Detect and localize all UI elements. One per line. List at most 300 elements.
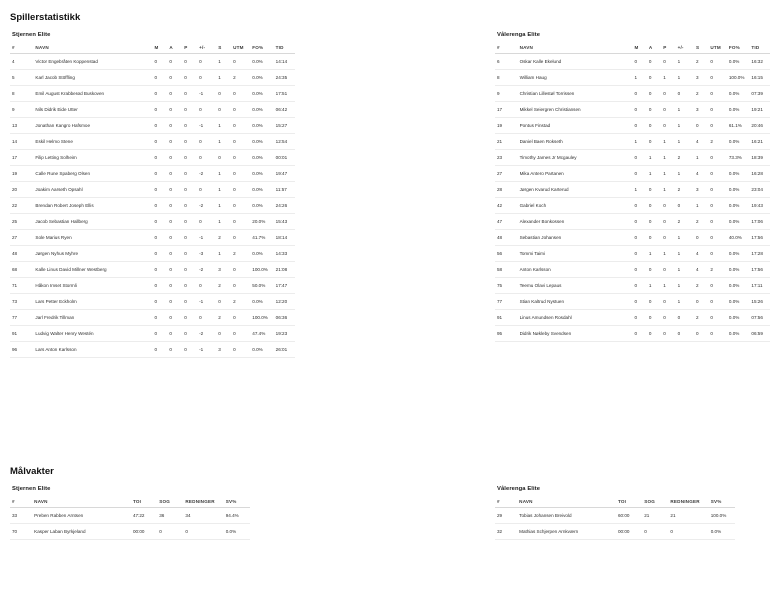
cell-a: 0 xyxy=(647,326,661,342)
cell-fo: 0.0% xyxy=(727,86,750,102)
cell-plusminus: 0 xyxy=(676,326,694,342)
cell-num: 19 xyxy=(10,166,33,182)
table-header-row xyxy=(10,496,250,508)
table-row xyxy=(10,262,295,278)
col-num: # xyxy=(10,42,33,54)
cell-name: Oskar Kalle Ekelund xyxy=(518,54,633,70)
cell-s: 1 xyxy=(216,214,231,230)
cell-utm: 0 xyxy=(231,102,250,118)
cell-fo: 0.0% xyxy=(250,134,273,150)
cell-fo: 0.0% xyxy=(250,102,273,118)
col-redninger: REDNINGER xyxy=(668,496,708,508)
col-sog: SOG xyxy=(157,496,183,508)
cell-fo: 0.0% xyxy=(727,278,750,294)
col-fo: FO% xyxy=(727,42,750,54)
cell-p: 0 xyxy=(661,198,675,214)
cell-name: Gabriel Koch xyxy=(518,198,633,214)
cell-utm: 0 xyxy=(708,310,726,326)
cell-p: 0 xyxy=(182,326,197,342)
cell-m: 0 xyxy=(152,294,167,310)
cell-m: 0 xyxy=(632,230,646,246)
col-s: S xyxy=(694,42,708,54)
cell-a: 0 xyxy=(167,198,182,214)
cell-num: 4 xyxy=(10,54,33,70)
cell-s: 2 xyxy=(694,86,708,102)
cell-utm: 0 xyxy=(708,150,726,166)
cell-tid: 15:26 xyxy=(749,294,770,310)
cell-plusminus: 1 xyxy=(676,134,694,150)
cell-m: 0 xyxy=(152,214,167,230)
cell-fo: 0.0% xyxy=(250,118,273,134)
cell-tid: 15:43 xyxy=(274,214,295,230)
cell-utm: 0 xyxy=(231,214,250,230)
cell-utm: 2 xyxy=(708,134,726,150)
cell-a: 0 xyxy=(167,182,182,198)
table-row xyxy=(10,150,295,166)
cell-tid: 17:11 xyxy=(749,278,770,294)
cell-svpct: 0.0% xyxy=(709,524,735,540)
cell-num: 8 xyxy=(495,70,518,86)
cell-m: 0 xyxy=(632,198,646,214)
cell-fo: 0.0% xyxy=(250,70,273,86)
cell-plusminus: -2 xyxy=(197,326,216,342)
home-team-name: Stjernen Elite xyxy=(12,32,51,38)
cell-plusminus: -2 xyxy=(197,198,216,214)
cell-m: 0 xyxy=(152,326,167,342)
cell-plusminus: 1 xyxy=(676,262,694,278)
table-row xyxy=(10,294,295,310)
cell-p: 0 xyxy=(182,310,197,326)
cell-a: 0 xyxy=(167,118,182,134)
cell-num: 96 xyxy=(10,342,33,358)
cell-p: 0 xyxy=(182,246,197,262)
table-row xyxy=(495,524,735,540)
cell-p: 0 xyxy=(661,54,675,70)
cell-num: 77 xyxy=(495,294,518,310)
cell-a: 0 xyxy=(647,86,661,102)
cell-toi: 60:00 xyxy=(616,508,642,524)
table-row xyxy=(495,198,770,214)
cell-fo: 0.0% xyxy=(727,310,750,326)
cell-m: 1 xyxy=(632,134,646,150)
away-goalie-rows xyxy=(495,508,735,540)
cell-fo: 0.0% xyxy=(250,54,273,70)
cell-toi: 47:22 xyxy=(131,508,157,524)
cell-s: 3 xyxy=(216,262,231,278)
cell-tid: 06:42 xyxy=(274,102,295,118)
cell-name: Mathias Schjerpen Arnkværn xyxy=(517,524,616,540)
cell-tid: 14:14 xyxy=(274,54,295,70)
cell-p: 0 xyxy=(182,230,197,246)
cell-p: 0 xyxy=(182,134,197,150)
cell-tid: 19:47 xyxy=(274,166,295,182)
col-utm: UTM xyxy=(708,42,726,54)
cell-fo: 0.0% xyxy=(727,198,750,214)
cell-s: 2 xyxy=(694,310,708,326)
cell-fo: 0.0% xyxy=(727,134,750,150)
cell-p: 0 xyxy=(182,70,197,86)
cell-s: 2 xyxy=(694,54,708,70)
cell-fo: 61.1% xyxy=(727,118,750,134)
table-row xyxy=(10,246,295,262)
col-svpct: SV% xyxy=(709,496,735,508)
cell-p: 1 xyxy=(661,150,675,166)
col-name: NAVN xyxy=(518,42,633,54)
away-team-goalie-table-block xyxy=(495,486,735,540)
cell-tid: 17:06 xyxy=(749,214,770,230)
cell-s: 1 xyxy=(216,198,231,214)
cell-redninger: 21 xyxy=(668,508,708,524)
cell-a: 0 xyxy=(167,54,182,70)
cell-p: 0 xyxy=(182,102,197,118)
cell-p: 0 xyxy=(661,214,675,230)
cell-redninger: 0 xyxy=(668,524,708,540)
col-p: P xyxy=(661,42,675,54)
cell-utm: 0 xyxy=(708,246,726,262)
cell-utm: 0 xyxy=(708,166,726,182)
table-row xyxy=(10,214,295,230)
cell-p: 0 xyxy=(182,214,197,230)
cell-a: 0 xyxy=(647,262,661,278)
cell-num: 71 xyxy=(10,278,33,294)
cell-name: Joakim Aarseth Opsahl xyxy=(33,182,152,198)
table-row xyxy=(10,198,295,214)
cell-tid: 15:27 xyxy=(274,118,295,134)
cell-name: Eskil Helmo Stene xyxy=(33,134,152,150)
cell-a: 0 xyxy=(647,310,661,326)
cell-utm: 2 xyxy=(231,70,250,86)
table-row xyxy=(10,230,295,246)
cell-num: 13 xyxy=(10,118,33,134)
cell-sog: 0 xyxy=(157,524,183,540)
cell-a: 0 xyxy=(167,166,182,182)
cell-p: 1 xyxy=(661,246,675,262)
cell-p: 0 xyxy=(661,86,675,102)
cell-s: 0 xyxy=(694,294,708,310)
cell-s: 0 xyxy=(216,102,231,118)
cell-s: 1 xyxy=(216,166,231,182)
cell-plusminus: 2 xyxy=(676,182,694,198)
cell-a: 0 xyxy=(647,134,661,150)
cell-fo: 0.0% xyxy=(727,294,750,310)
cell-plusminus: 1 xyxy=(676,278,694,294)
cell-plusminus: -1 xyxy=(197,294,216,310)
cell-tid: 16:32 xyxy=(749,54,770,70)
cell-plusminus: 1 xyxy=(676,102,694,118)
col-sog: SOG xyxy=(642,496,668,508)
cell-fo: 0.0% xyxy=(727,326,750,342)
home-team-player-table-block xyxy=(10,32,295,358)
cell-p: 0 xyxy=(661,326,675,342)
cell-s: 2 xyxy=(694,214,708,230)
table-row xyxy=(495,278,770,294)
cell-name: Sebastian Johansen xyxy=(518,230,633,246)
cell-tid: 17:56 xyxy=(749,262,770,278)
cell-plusminus: 1 xyxy=(676,70,694,86)
cell-plusminus: -1 xyxy=(197,118,216,134)
cell-tid: 18:14 xyxy=(274,230,295,246)
cell-plusminus: -3 xyxy=(197,246,216,262)
cell-utm: 0 xyxy=(231,134,250,150)
cell-num: 42 xyxy=(495,198,518,214)
cell-tid: 17:47 xyxy=(274,278,295,294)
cell-fo: 47.4% xyxy=(250,326,273,342)
cell-p: 1 xyxy=(661,70,675,86)
cell-name: Mika Antero Partanen xyxy=(518,166,633,182)
cell-num: 9 xyxy=(10,102,33,118)
cell-m: 0 xyxy=(152,166,167,182)
cell-p: 1 xyxy=(661,278,675,294)
cell-m: 0 xyxy=(632,262,646,278)
cell-a: 0 xyxy=(167,134,182,150)
table-row xyxy=(10,54,295,70)
cell-utm: 0 xyxy=(231,262,250,278)
cell-num: 33 xyxy=(10,508,32,524)
cell-num: 5 xyxy=(10,70,33,86)
home-goalie-table xyxy=(10,496,250,540)
cell-utm: 0 xyxy=(231,86,250,102)
cell-name: Lars Petter Eckholm xyxy=(33,294,152,310)
cell-p: 1 xyxy=(661,166,675,182)
col-redninger: REDNINGER xyxy=(183,496,223,508)
cell-plusminus: -1 xyxy=(197,342,216,358)
cell-s: 0 xyxy=(694,118,708,134)
col-p: P xyxy=(182,42,197,54)
cell-utm: 0 xyxy=(708,118,726,134)
cell-s: 3 xyxy=(694,70,708,86)
home-team-goalie-table-block xyxy=(10,486,250,540)
table-row xyxy=(495,86,770,102)
cell-fo: 0.0% xyxy=(727,54,750,70)
cell-m: 0 xyxy=(152,54,167,70)
cell-name: Preben Rabben Arntsen xyxy=(32,508,131,524)
cell-tid: 21:08 xyxy=(274,262,295,278)
cell-s: 3 xyxy=(216,342,231,358)
cell-tid: 11:57 xyxy=(274,182,295,198)
cell-s: 2 xyxy=(216,278,231,294)
cell-num: 48 xyxy=(10,246,33,262)
cell-num: 58 xyxy=(495,262,518,278)
cell-name: Kasper Laban Byrkjeland xyxy=(32,524,131,540)
cell-plusminus: 0 xyxy=(197,310,216,326)
cell-name: Tommi Taimi xyxy=(518,246,633,262)
cell-name: Anton Karlsson xyxy=(518,262,633,278)
cell-svpct: 100.0% xyxy=(709,508,735,524)
col-plusminus: +/- xyxy=(197,42,216,54)
cell-a: 1 xyxy=(647,150,661,166)
cell-toi: 00:00 xyxy=(616,524,642,540)
table-row xyxy=(495,294,770,310)
cell-tid: 20:46 xyxy=(749,118,770,134)
cell-m: 0 xyxy=(632,102,646,118)
cell-redninger: 34 xyxy=(183,508,223,524)
cell-name: Jonathan Kangro Hafsmoe xyxy=(33,118,152,134)
cell-m: 0 xyxy=(152,70,167,86)
cell-p: 0 xyxy=(182,182,197,198)
cell-plusminus: 0 xyxy=(197,54,216,70)
cell-p: 0 xyxy=(182,54,197,70)
cell-s: 4 xyxy=(694,166,708,182)
cell-p: 0 xyxy=(182,278,197,294)
cell-utm: 0 xyxy=(708,198,726,214)
away-goalie-table xyxy=(495,496,735,540)
cell-tid: 00:01 xyxy=(274,150,295,166)
cell-a: 0 xyxy=(647,230,661,246)
cell-plusminus: -1 xyxy=(197,230,216,246)
cell-num: 75 xyxy=(495,278,518,294)
table-row xyxy=(495,118,770,134)
cell-p: 0 xyxy=(661,262,675,278)
cell-sog: 36 xyxy=(157,508,183,524)
cell-name: Alexander Bonkossen xyxy=(518,214,633,230)
cell-num: 95 xyxy=(495,326,518,342)
cell-s: 1 xyxy=(694,198,708,214)
table-row xyxy=(495,54,770,70)
cell-m: 0 xyxy=(632,278,646,294)
table-row xyxy=(10,70,295,86)
cell-s: 4 xyxy=(694,246,708,262)
cell-plusminus: 0 xyxy=(676,86,694,102)
cell-p: 1 xyxy=(661,134,675,150)
cell-a: 0 xyxy=(647,214,661,230)
cell-name: Brendan Robert Joseph Ellis xyxy=(33,198,152,214)
cell-plusminus: -2 xyxy=(197,262,216,278)
table-row xyxy=(495,102,770,118)
cell-m: 0 xyxy=(632,86,646,102)
cell-num: 91 xyxy=(10,326,33,342)
cell-m: 0 xyxy=(632,150,646,166)
col-tid: TID xyxy=(749,42,770,54)
cell-m: 0 xyxy=(632,246,646,262)
goalie-stats-title: Målvakter xyxy=(10,466,54,477)
table-row xyxy=(10,524,250,540)
cell-utm: 0 xyxy=(708,278,726,294)
cell-tid: 16:15 xyxy=(749,70,770,86)
cell-num: 8 xyxy=(10,86,33,102)
cell-s: 0 xyxy=(216,326,231,342)
cell-m: 0 xyxy=(152,230,167,246)
cell-m: 0 xyxy=(152,262,167,278)
cell-a: 0 xyxy=(647,294,661,310)
cell-fo: 73.3% xyxy=(727,150,750,166)
cell-fo: 0.0% xyxy=(250,86,273,102)
cell-m: 0 xyxy=(152,198,167,214)
cell-plusminus: -1 xyxy=(197,86,216,102)
cell-name: Calle Rune Spaberg Olsen xyxy=(33,166,152,182)
cell-a: 0 xyxy=(167,278,182,294)
cell-p: 0 xyxy=(661,230,675,246)
cell-sog: 21 xyxy=(642,508,668,524)
away-team-name: Vålerenga Elite xyxy=(497,32,541,38)
cell-fo: 41.7% xyxy=(250,230,273,246)
col-a: A xyxy=(647,42,661,54)
cell-s: 2 xyxy=(216,230,231,246)
cell-a: 0 xyxy=(167,246,182,262)
cell-s: 1 xyxy=(216,118,231,134)
cell-m: 0 xyxy=(632,118,646,134)
cell-num: 56 xyxy=(495,246,518,262)
cell-plusminus: -2 xyxy=(197,166,216,182)
cell-name: Stian Kaltrud Nystuen xyxy=(518,294,633,310)
cell-plusminus: 1 xyxy=(676,294,694,310)
cell-utm: 2 xyxy=(708,262,726,278)
cell-utm: 0 xyxy=(231,150,250,166)
cell-plusminus: 0 xyxy=(197,150,216,166)
cell-num: 27 xyxy=(495,166,518,182)
cell-utm: 0 xyxy=(231,342,250,358)
col-tid: TID xyxy=(274,42,295,54)
cell-s: 1 xyxy=(694,150,708,166)
cell-p: 0 xyxy=(661,294,675,310)
cell-name: Emil August Krabberød Buskoven xyxy=(33,86,152,102)
cell-name: Nils Didrik Eide Utter xyxy=(33,102,152,118)
cell-plusminus: 0 xyxy=(197,182,216,198)
cell-num: 6 xyxy=(495,54,518,70)
col-svpct: SV% xyxy=(224,496,250,508)
col-name: NAVN xyxy=(32,496,131,508)
cell-a: 0 xyxy=(167,70,182,86)
table-row xyxy=(10,102,295,118)
cell-fo: 0.0% xyxy=(250,150,273,166)
cell-num: 73 xyxy=(10,294,33,310)
cell-s: 1 xyxy=(216,70,231,86)
cell-utm: 0 xyxy=(231,118,250,134)
table-row xyxy=(10,86,295,102)
cell-svpct: 94.4% xyxy=(224,508,250,524)
col-plusminus: +/- xyxy=(676,42,694,54)
table-row xyxy=(495,166,770,182)
cell-utm: 0 xyxy=(231,326,250,342)
cell-num: 47 xyxy=(495,214,518,230)
cell-num: 70 xyxy=(10,524,32,540)
cell-tid: 18:39 xyxy=(749,150,770,166)
cell-num: 77 xyxy=(10,310,33,326)
cell-m: 0 xyxy=(152,342,167,358)
cell-utm: 0 xyxy=(231,54,250,70)
cell-a: 0 xyxy=(167,150,182,166)
cell-num: 48 xyxy=(495,230,518,246)
cell-num: 27 xyxy=(10,230,33,246)
cell-s: 0 xyxy=(694,230,708,246)
table-row xyxy=(495,214,770,230)
cell-utm: 2 xyxy=(231,246,250,262)
cell-utm: 0 xyxy=(708,294,726,310)
cell-a: 0 xyxy=(647,102,661,118)
cell-utm: 0 xyxy=(231,278,250,294)
table-row xyxy=(10,278,295,294)
cell-utm: 0 xyxy=(231,198,250,214)
cell-num: 28 xyxy=(495,182,518,198)
cell-utm: 0 xyxy=(708,70,726,86)
cell-fo: 0.0% xyxy=(727,262,750,278)
cell-s: 0 xyxy=(216,294,231,310)
cell-p: 0 xyxy=(182,86,197,102)
cell-p: 0 xyxy=(661,118,675,134)
cell-tid: 12:54 xyxy=(274,134,295,150)
cell-tid: 12:20 xyxy=(274,294,295,310)
table-row xyxy=(10,182,295,198)
cell-name: Timothy James Jr Mcgauley xyxy=(518,150,633,166)
cell-name: Sole Marius Ryen xyxy=(33,230,152,246)
cell-name: Jarl Fredrik Tillman xyxy=(33,310,152,326)
table-row xyxy=(10,166,295,182)
cell-m: 0 xyxy=(152,246,167,262)
cell-s: 3 xyxy=(694,182,708,198)
cell-plusminus: 2 xyxy=(676,214,694,230)
table-row xyxy=(495,70,770,86)
cell-name: Daniel Baen Rokseth xyxy=(518,134,633,150)
cell-a: 0 xyxy=(647,118,661,134)
